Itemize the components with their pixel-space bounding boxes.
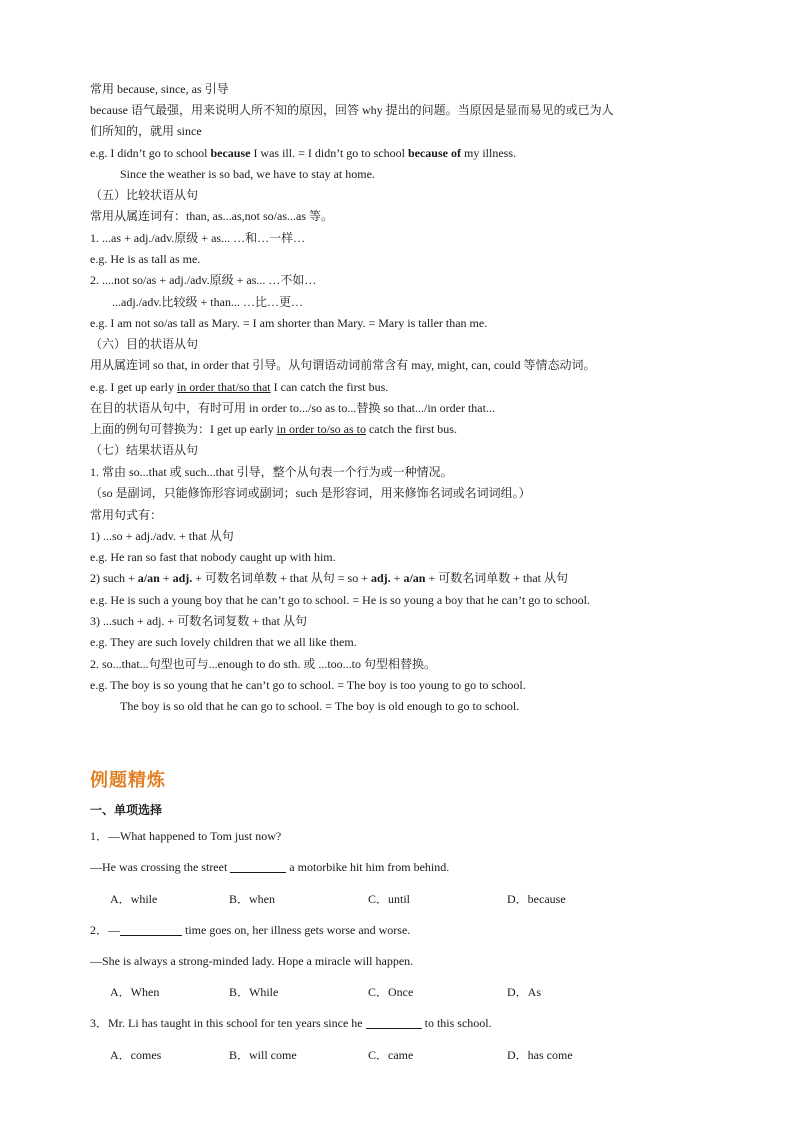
- option-d[interactable]: D．has come: [507, 1048, 573, 1062]
- underlined-phrase: in order to/so as to: [276, 422, 366, 436]
- question-line: —She is always a strong-minded lady. Hope a miracle will happen.: [90, 954, 414, 968]
- pattern-line: ...adj./adv.比较级 + than... …比…更…: [112, 295, 303, 309]
- example-line: e.g. The boy is so young that he can’t go to school. = The boy is too young to go to school.: [90, 678, 526, 692]
- text-line: because 语气最强，用来说明人所不知的原因，回答 why 提出的问题。当原因是显而易见的或已为人: [90, 103, 614, 117]
- bold-keyword: adj.: [370, 571, 391, 585]
- section-title: （五）比较状语从句: [90, 188, 199, 202]
- text-span: + 可数名词单数 + that 从句 = so +: [192, 571, 371, 585]
- text-span: to this school.: [421, 1016, 492, 1030]
- example-line: e.g. He is as tall as me.: [90, 252, 201, 266]
- bold-keyword: because: [210, 146, 251, 160]
- text-line: 们所知的，就用 since: [90, 124, 202, 138]
- pattern-line: 2. ....not so/as + adj./adv.原级 + as... …不如…: [90, 273, 317, 287]
- example-line: [90, 145, 516, 161]
- text-span: time goes on, her illness gets worse and worse.: [182, 923, 411, 937]
- exercise-heading: 例题精炼: [90, 770, 166, 791]
- example-line: Since the weather is so bad, we have to stay at home.: [120, 167, 375, 181]
- text-span: —He was crossing the street: [90, 860, 231, 874]
- text-span: I can catch the first bus.: [270, 380, 389, 394]
- text-span: 2．—: [90, 923, 121, 937]
- underlined-phrase: in order that/so that: [176, 380, 271, 394]
- text-span: catch the first bus.: [365, 422, 457, 436]
- pattern-line: 1) ...so + adj./adv. + that 从句: [90, 529, 234, 543]
- pattern-line: [90, 570, 568, 586]
- text-line: 2. so...that...句型也可与...enough to do sth. 或 ...too...to 句型相替换。: [90, 657, 436, 671]
- example-line: e.g. He is such a young boy that he can’t go to school. = He is so young a boy that he can’t go to school.: [90, 593, 590, 607]
- answer-blank: [366, 1016, 422, 1029]
- text-line: 常用 because, since, as 引导: [90, 82, 229, 96]
- option-a[interactable]: A．comes: [110, 1048, 162, 1062]
- text-span: 2) such +: [90, 571, 138, 585]
- bold-keyword: a/an: [137, 571, 160, 585]
- pattern-line: 3) ...such + adj. + 可数名词复数 + that 从句: [90, 614, 307, 628]
- question-stem: 1．—What happened to Tom just now?: [90, 829, 282, 843]
- option-a[interactable]: A．while: [110, 892, 158, 906]
- text-span: +: [390, 571, 404, 585]
- text-span: 3．Mr. Li has taught in this school for ten years since he: [90, 1016, 366, 1030]
- bold-keyword: because of: [407, 146, 461, 160]
- answer-blank: [230, 860, 286, 873]
- option-c[interactable]: C．until: [368, 892, 411, 906]
- text-line: 用从属连词 so that, in order that 引导。从句谓语动词前常含有 may, might, can, could 等情态动词。: [90, 358, 596, 372]
- pattern-line: 1. ...as + adj./adv.原级 + as... …和…一样…: [90, 231, 306, 245]
- question-line: [90, 859, 449, 875]
- exercise-section-title: 一、单项选择: [90, 803, 163, 817]
- text-span: my illness.: [460, 146, 516, 160]
- option-b[interactable]: B．when: [229, 892, 275, 906]
- option-c[interactable]: C．Once: [368, 985, 414, 999]
- question-stem: [90, 922, 410, 938]
- answer-blank: [120, 923, 182, 936]
- example-line: e.g. They are such lovely children that we all like them.: [90, 635, 357, 649]
- option-c[interactable]: C．came: [368, 1048, 414, 1062]
- example-line: The boy is so old that he can go to school. = The boy is old enough to go to school.: [120, 699, 520, 713]
- text-line: 在目的状语从句中，有时可用 in order to.../so as to...替换 so that.../in order that...: [90, 401, 495, 415]
- text-span: I was ill. = I didn’t go to school: [250, 146, 408, 160]
- section-title: （六）目的状语从句: [90, 337, 199, 351]
- text-line: 1. 常由 so...that 或 such...that 引导，整个从句表一个行为或一种情况。: [90, 465, 453, 479]
- text-span: 上面的例句可替换为：I get up early: [90, 422, 277, 436]
- section-title: （七）结果状语从句: [90, 443, 199, 457]
- text-span: e.g. I didn’t go to school: [90, 146, 211, 160]
- option-d[interactable]: D．because: [507, 892, 566, 906]
- text-span: + 可数名词单数 + that 从句: [425, 571, 568, 585]
- text-span: a motorbike hit him from behind.: [286, 860, 450, 874]
- text-line: 常用句式有：: [90, 508, 163, 522]
- example-line: e.g. I am not so/as tall as Mary. = I am shorter than Mary. = Mary is taller than me.: [90, 316, 488, 330]
- option-a[interactable]: A．When: [110, 985, 160, 999]
- example-line: [90, 421, 457, 437]
- text-line: （so 是副词，只能修饰形容词或副词；such 是形容词，用来修饰名词或名词词组。）: [90, 486, 531, 500]
- option-b[interactable]: B．will come: [229, 1048, 297, 1062]
- text-span: e.g. I get up early: [90, 380, 177, 394]
- bold-keyword: a/an: [403, 571, 426, 585]
- text-line: 常用从属连词有：than, as...as,not so/as...as 等。: [90, 209, 333, 223]
- option-d[interactable]: D．As: [507, 985, 542, 999]
- question-stem: [90, 1015, 492, 1031]
- example-line: e.g. He ran so fast that nobody caught up with him.: [90, 550, 336, 564]
- example-line: [90, 379, 388, 395]
- option-b[interactable]: B．While: [229, 985, 279, 999]
- text-span: +: [159, 571, 173, 585]
- bold-keyword: adj.: [172, 571, 193, 585]
